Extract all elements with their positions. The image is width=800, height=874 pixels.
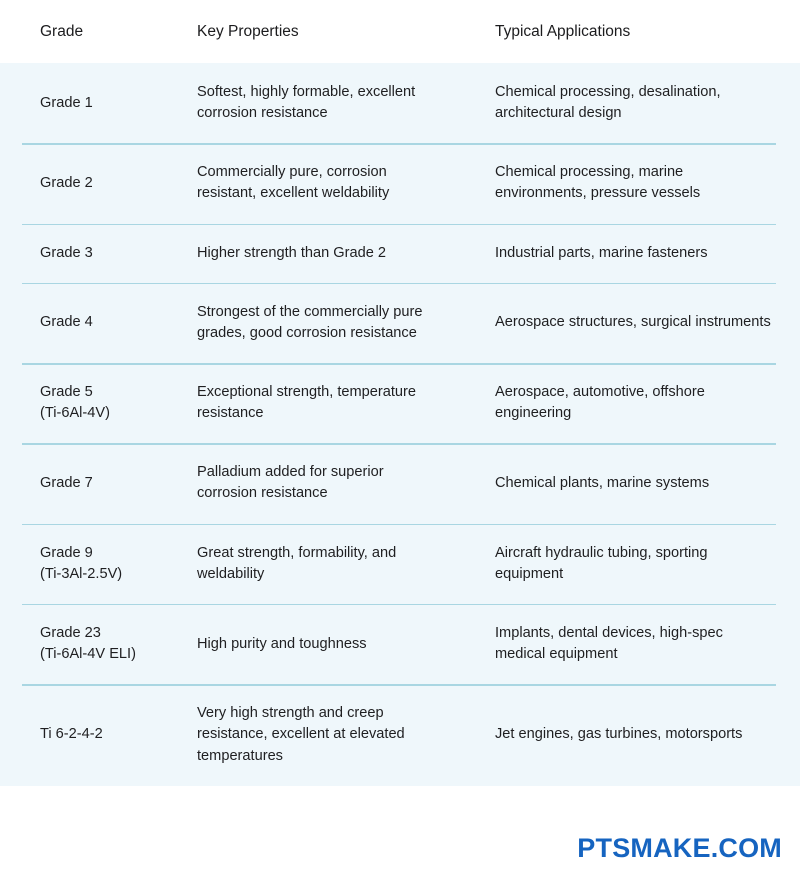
cell-grade — [0, 63, 175, 143]
table-row — [0, 524, 800, 604]
cell-grade — [0, 684, 175, 785]
table-row — [0, 363, 800, 443]
table-row — [0, 224, 800, 283]
table-header — [0, 0, 800, 63]
cell-typical-applications: Chemical processing, desalination, architectural design — [471, 63, 800, 143]
cell-grade — [0, 224, 175, 283]
table-row — [0, 143, 800, 223]
cell-key-properties: Exceptional strength, temperature resistance — [175, 363, 471, 443]
cell-grade — [0, 283, 175, 363]
cell-key-properties: Commercially pure, corrosion resistant, excellent weldability — [175, 143, 471, 223]
table-row — [0, 283, 800, 363]
grade-label: Grade 5 (Ti-6Al-4V) — [40, 384, 110, 422]
cell-typical-applications: Jet engines, gas turbines, motorsports — [471, 684, 800, 785]
cell-grade — [0, 143, 175, 223]
grade-label: Grade 3 — [40, 244, 93, 261]
grade-label: Grade 23 (Ti-6Al-4V ELI) — [40, 624, 136, 663]
cell-grade — [0, 363, 175, 443]
cell-key-properties: High purity and toughness — [175, 604, 471, 684]
cell-typical-applications: Aerospace, automotive, offshore engineering — [471, 363, 800, 443]
cell-key-properties: Strongest of the commercially pure grades, good corrosion resistance — [175, 283, 471, 363]
grade-label: Grade 2 — [40, 174, 93, 191]
cell-typical-applications: Industrial parts, marine fasteners — [471, 224, 800, 283]
grade-label: Grade 7 — [40, 474, 93, 491]
cell-typical-applications: Aircraft hydraulic tubing, sporting equipment — [471, 524, 800, 604]
cell-typical-applications: Chemical processing, marine environments, pressure vessels — [471, 143, 800, 223]
table-row — [0, 604, 800, 684]
column-header-typical-applications: Typical Applications — [471, 0, 800, 63]
table-row — [0, 443, 800, 523]
cell-key-properties: Palladium added for superior corrosion resistance — [175, 443, 471, 523]
cell-key-properties: Very high strength and creep resistance, excellent at elevated temperatures — [175, 684, 471, 785]
cell-typical-applications: Chemical plants, marine systems — [471, 443, 800, 523]
watermark-ptsmake: PTSMAKE.COM — [577, 833, 782, 863]
cell-grade — [0, 524, 175, 604]
column-header-key-properties: Key Properties — [175, 0, 471, 63]
cell-grade — [0, 443, 175, 523]
cell-key-properties: Higher strength than Grade 2 — [175, 224, 471, 283]
grade-label: Grade 1 — [40, 94, 93, 111]
grade-label: Grade 4 — [40, 314, 93, 331]
cell-typical-applications: Implants, dental devices, high-spec medical equipment — [471, 604, 800, 684]
cell-key-properties: Great strength, formability, and weldability — [175, 524, 471, 604]
grade-label: Ti 6-2-4-2 — [40, 726, 103, 743]
table-row — [0, 63, 800, 143]
cell-grade — [0, 604, 175, 684]
table-header-row — [0, 0, 800, 63]
grade-label: Grade 9 (Ti-3Al-2.5V) — [40, 544, 123, 582]
table-body — [0, 63, 800, 786]
cell-typical-applications: Aerospace structures, surgical instruments — [471, 283, 800, 363]
table-row — [0, 684, 800, 785]
column-header-grade: Grade — [0, 0, 175, 63]
cell-key-properties: Softest, highly formable, excellent corrosion resistance — [175, 63, 471, 143]
